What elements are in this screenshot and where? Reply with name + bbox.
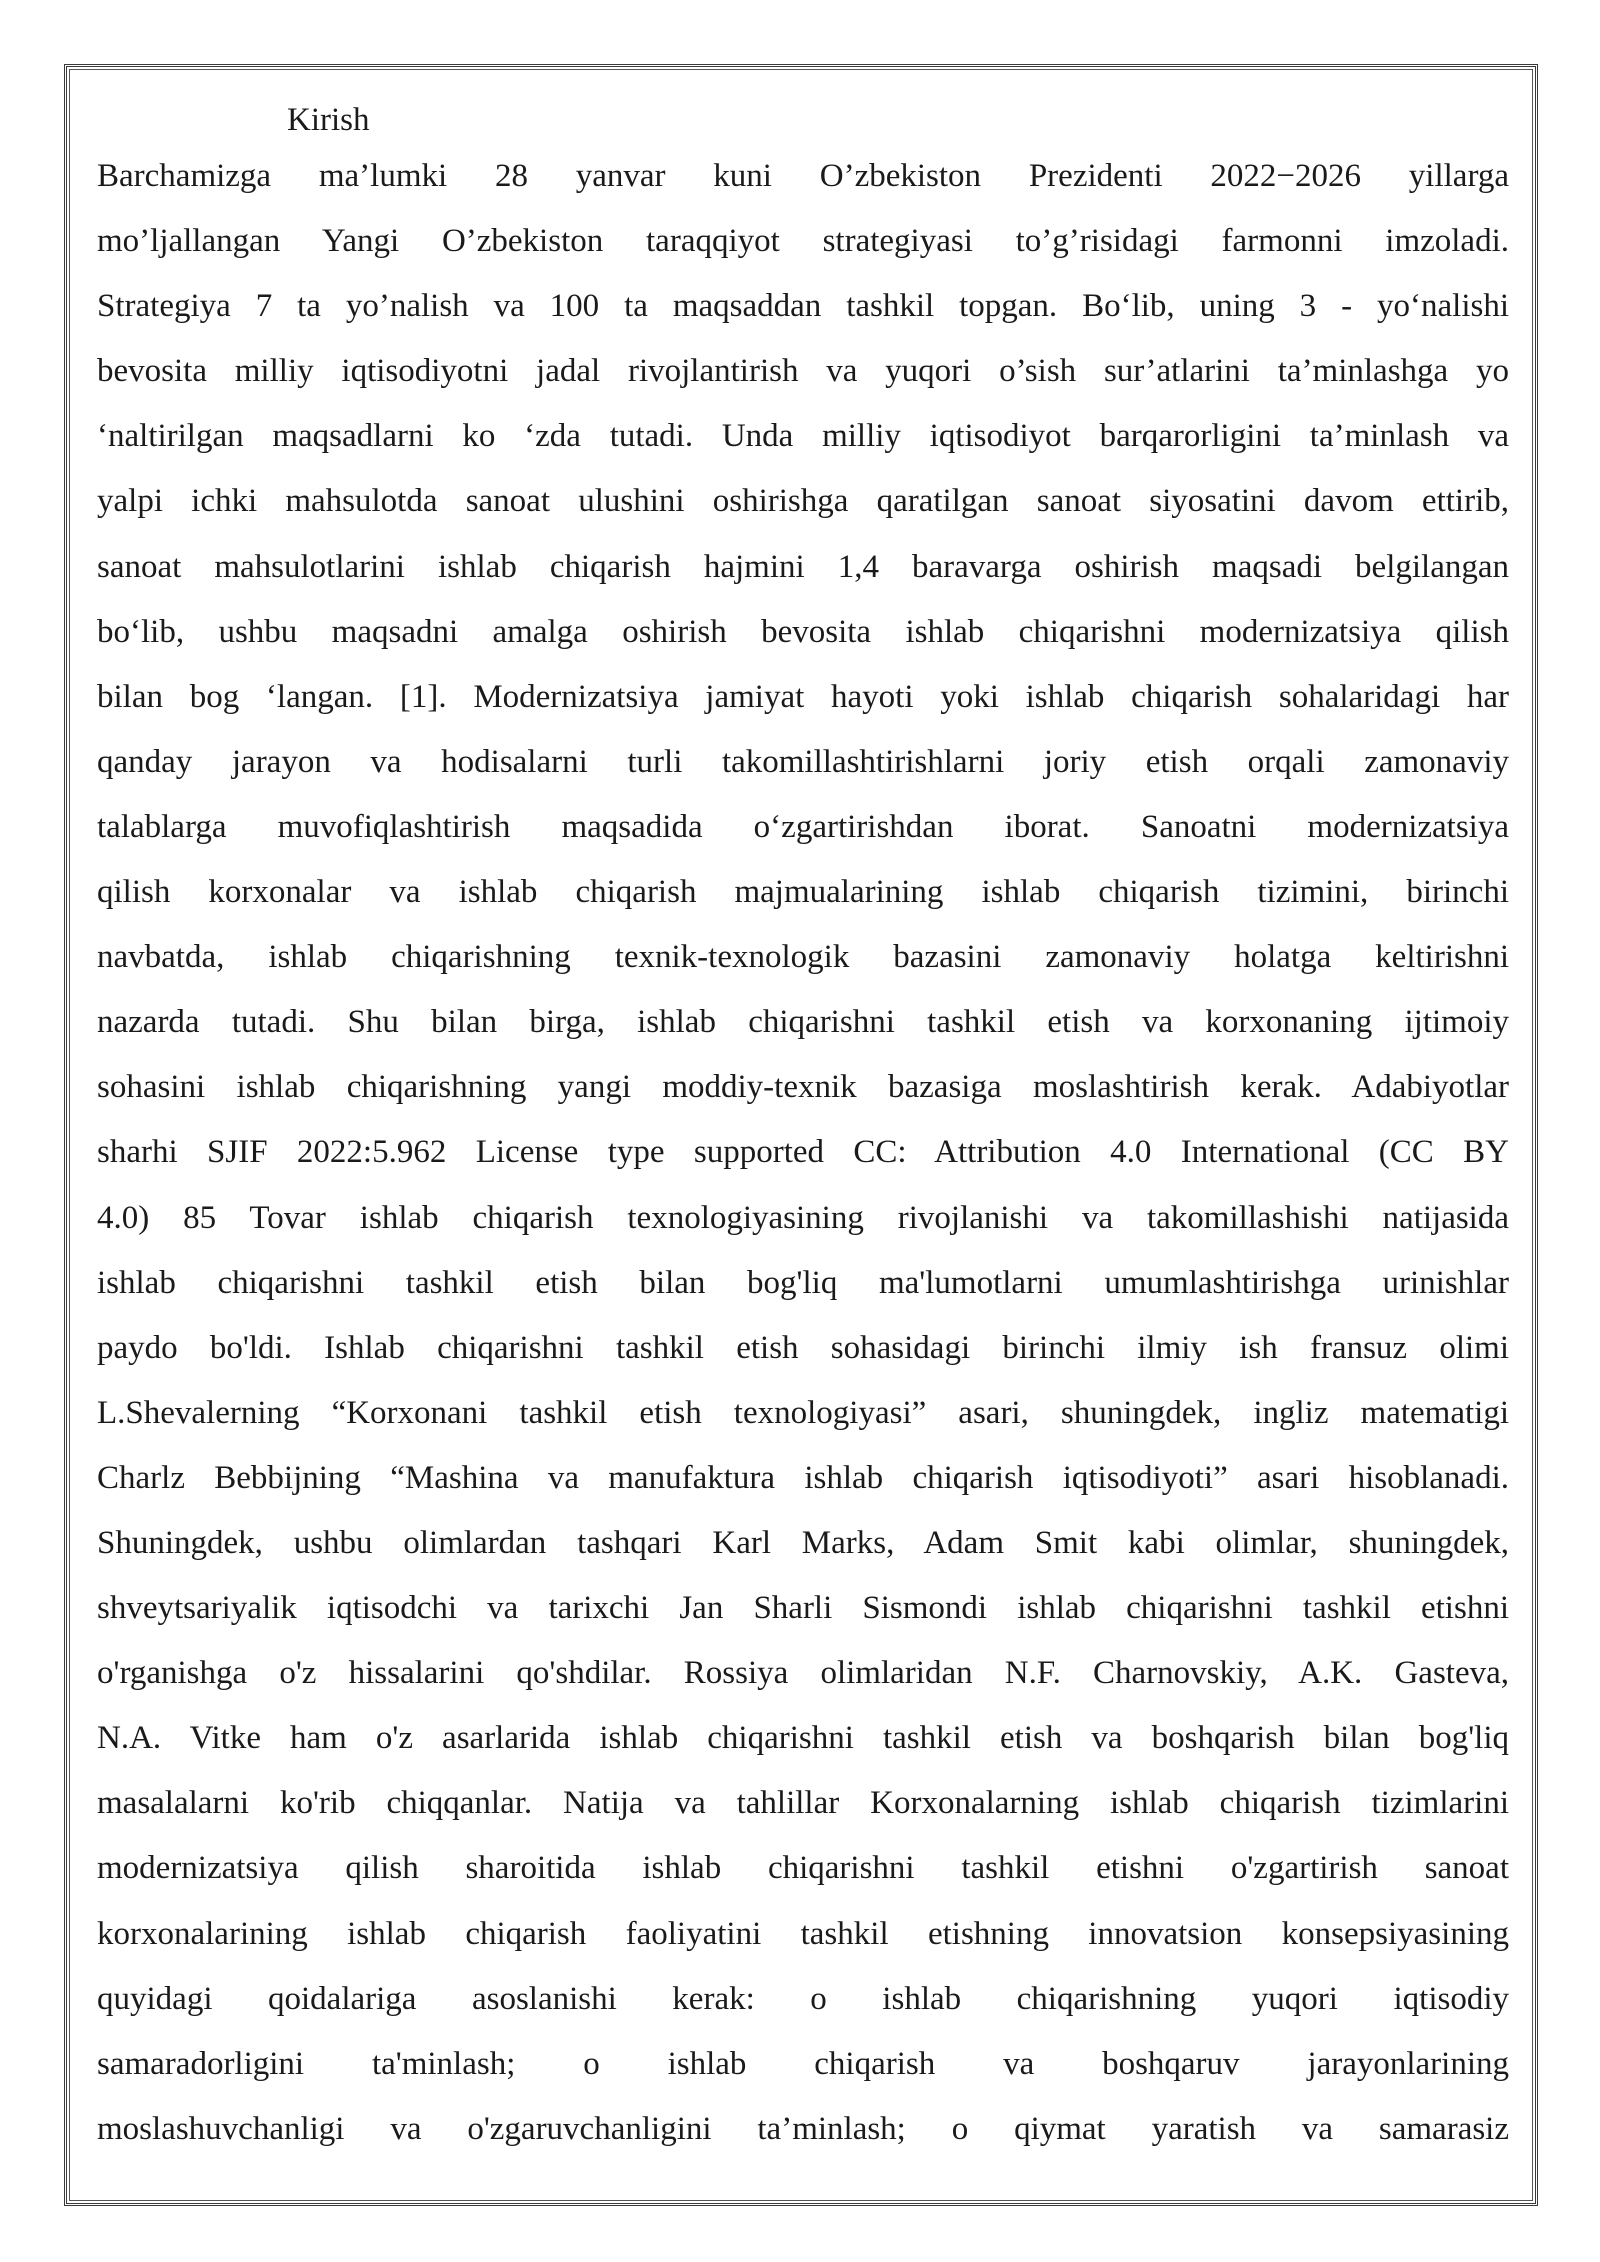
text-line: Barchamizga ma’lumki 28 yanvar kuni O’zbekiston Prezidenti 2022−2026 yillarga [97, 158, 1509, 194]
text-line: Charlz Bebbijning “Mashina va manufaktura ishlab chiqarish iqtisodiyoti” asari hisoblanadi. [97, 1459, 1509, 1496]
body-paragraph [97, 144, 1509, 2162]
text-line: Shuningdek, ushbu olimlardan tashqari Karl Marks, Adam Smit kabi olimlar, shuningdek, [97, 1524, 1509, 1561]
section-heading: Kirish [287, 102, 370, 138]
text-line: masalalarni ko'rib chiqqanlar. Natija va tahlillar Korxonalarning ishlab chiqarish tizimlarini [97, 1785, 1509, 1822]
text-line: L.Shevalerning “Korxonani tashkil etish texnologiyasi” asari, shuningdek, ingliz matematigi [97, 1394, 1509, 1431]
text-line: qanday jarayon va hodisalarni turli takomillashtirishlarni joriy etish orqali zamonaviy [97, 743, 1509, 780]
text-line: qilish korxonalar va ishlab chiqarish majmualarining ishlab chiqarish tizimini, birinchi [97, 874, 1509, 911]
text-line: quyidagi qoidalariga asoslanishi kerak: o ishlab chiqarishning yuqori iqtisodiy [97, 1980, 1509, 2017]
text-line: ishlab chiqarishni tashkil etish bilan bog'liq ma'lumotlarni umumlashtirishga urinishlar [97, 1264, 1509, 1301]
text-line: modernizatsiya qilish sharoitida ishlab chiqarishni tashkil etishni o'zgartirish sanoat [97, 1850, 1509, 1887]
text-line: korxonalarining ishlab chiqarish faoliyatini tashkil etishning innovatsion konsepsiyasining [97, 1915, 1509, 1952]
text-line: mo’ljallangan Yangi O’zbekiston taraqqiyot strategiyasi to’g’risidagi farmonni imzoladi. [97, 223, 1509, 260]
text-line: moslashuvchanligi va o'zgaruvchanligini ta’minlash; o qiymat yaratish va samarasiz [97, 2110, 1509, 2147]
text-line: sharhi SJIF 2022:5.962 License type supported CC: Attribution 4.0 International (CC BY [97, 1134, 1509, 1171]
text-line: nazarda tutadi. Shu bilan birga, ishlab chiqarishni tashkil etish va korxonaning ijtimoiy [97, 1004, 1509, 1041]
text-line: talablarga muvofiqlashtirish maqsadida o‘zgartirishdan iborat. Sanoatni modernizatsiya [97, 808, 1509, 845]
text-line: o'rganishga o'z hissalarini qo'shdilar. Rossiya olimlaridan N.F. Charnovskiy, A.K. Gasteva, [97, 1655, 1509, 1692]
text-line: navbatda, ishlab chiqarishning texnik-texnologik bazasini zamonaviy holatga keltirishni [97, 939, 1509, 976]
text-line: sohasini ishlab chiqarishning yangi moddiy-texnik bazasiga moslashtirish kerak. Adabiyotlar [97, 1069, 1509, 1106]
text-line: paydo bo'ldi. Ishlab chiqarishni tashkil etish sohasidagi birinchi ilmiy ish fransuz olimi [97, 1329, 1509, 1366]
text-line: bo‘lib, ushbu maqsadni amalga oshirish bevosita ishlab chiqarishni modernizatsiya qilish [97, 613, 1509, 650]
text-line: N.A. Vitke ham o'z asarlarida ishlab chiqarishni tashkil etish va boshqarish bilan bog'liq [97, 1720, 1509, 1757]
text-line: samaradorligini ta'minlash; o ishlab chiqarish va boshqaruv jarayonlarining [97, 2045, 1509, 2082]
text-line: Strategiya 7 ta yo’nalish va 100 ta maqsaddan tashkil topgan. Bo‘lib, uning 3 - yo‘nalishi [97, 288, 1509, 325]
text-line: ‘naltirilgan maqsadlarni ko ‘zda tutadi. Unda milliy iqtisodiyot barqarorligini ta’minlash va [97, 418, 1509, 455]
text-line: bevosita milliy iqtisodiyotni jadal rivojlantirish va yuqori o’sish sur’atlarini ta’minlashga yo [97, 353, 1509, 390]
text-line: 4.0) 85 Tovar ishlab chiqarish texnologiyasining rivojlanishi va takomillashishi natijasida [97, 1199, 1509, 1236]
text-line: bilan bog ‘langan. [1]. Modernizatsiya jamiyat hayoti yoki ishlab chiqarish sohalaridagi har [97, 678, 1509, 715]
text-line: shveytsariyalik iqtisodchi va tarixchi Jan Sharli Sismondi ishlab chiqarishni tashkil etishni [97, 1590, 1509, 1627]
document-body [97, 96, 1509, 2162]
text-line: yalpi ichki mahsulotda sanoat ulushini oshirishga qaratilgan sanoat siyosatini davom ettirib, [97, 483, 1509, 520]
text-line: sanoat mahsulotlarini ishlab chiqarish hajmini 1,4 baravarga oshirish maqsadi belgilangan [97, 548, 1509, 585]
